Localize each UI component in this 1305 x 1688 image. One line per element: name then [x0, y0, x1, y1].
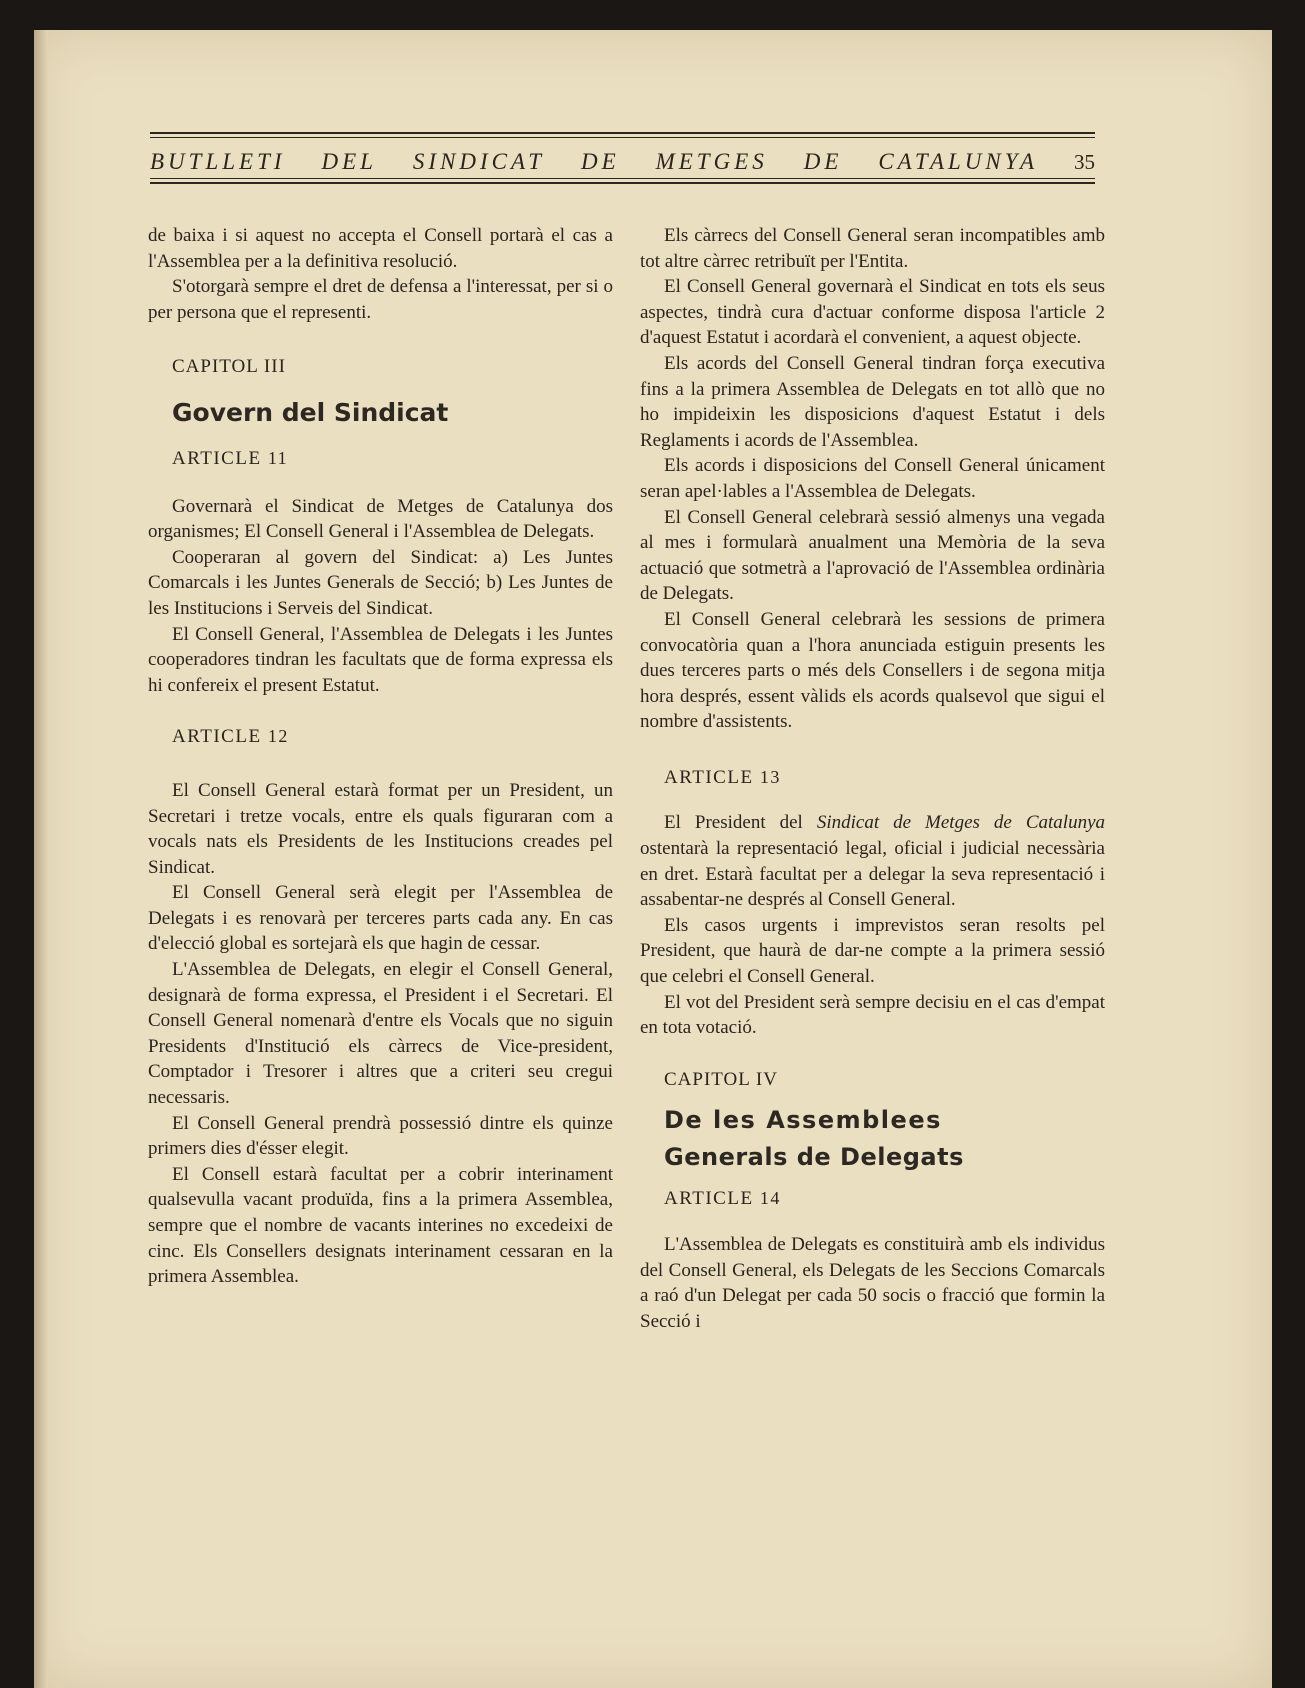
- running-title: [150, 149, 1095, 175]
- paragraph: de baixa i si aquest no accepta el Consell portarà el cas a l'Assemblea per a la definitiva resolució.: [148, 225, 613, 272]
- running-title-word: DE: [803, 149, 843, 174]
- running-title-word: SINDICAT: [412, 149, 546, 174]
- section-title: Govern del Sindicat: [172, 397, 449, 427]
- page-number: 35: [1073, 150, 1095, 174]
- paragraph: L'Assemblea de Delegats es constituirà amb els individus del Consell General, els Delegats de les Seccions Comarcals a raó d'un Delegat per cada 50 socis o fracció que formin la Secció i: [640, 1234, 1105, 1332]
- running-title-word: CATALUNYA: [878, 149, 1038, 174]
- article-number: 11: [267, 447, 289, 468]
- article-label: ARTICLE: [664, 766, 754, 788]
- paragraph: Governarà el Sindicat de Metges de Catalunya dos organismes; El Consell General i l'Assemblea de Delegats.: [148, 495, 613, 543]
- paragraph: El Consell General, l'Assemblea de Delegats i les Juntes cooperadores tindran les facultats que de forma expressa els hi confereix el present Estatut.: [148, 623, 613, 696]
- paragraph: El Consell General serà elegit per l'Assemblea de Delegats i es renovarà per terceres parts cada any. En cas d'elecció global es sortejarà els que hagin de cessar.: [148, 882, 613, 955]
- paragraph: Els casos urgents i imprevistos seran resolts pel President, que haurà de dar-ne compte a la primera sessió que celebri el Consell General.: [640, 914, 1105, 988]
- article-number: 14: [759, 1188, 781, 1209]
- paragraph: El vot del President serà sempre decisiu en el cas d'empat en tota votació.: [640, 991, 1105, 1039]
- paragraph: Els acords del Consell General tindran força executiva fins a la primera Assemblea de Delegats en tot allò que no ho impideixin les disposicions d'aquest Estatut i dels Reglaments i acords de l'Assemblea.: [640, 352, 1105, 451]
- paragraph: Els càrrecs del Consell General seran incompatibles amb tot altre càrrec retribuït per l'Entita.: [640, 225, 1105, 272]
- paragraph: Cooperaran al govern del Sindicat: a) Les Juntes Comarcals i les Juntes Generals de Secció; b) Les Juntes de les Institucions i Serveis del Sindicat.: [148, 546, 613, 619]
- article-label: ARTICLE: [172, 726, 262, 748]
- section-title: De les Assemblees: [664, 1106, 942, 1135]
- running-title-word: DEL: [321, 149, 377, 174]
- article-heading: [148, 446, 613, 472]
- header-top-rules: [150, 132, 1095, 141]
- paragraph: El Consell General celebrarà sessió almenys una vegada al mes i formularà anualment una Memòria de la seva actuació que sotmetrà a l'aprovació de l'Assemblea ordinària de Delegats.: [640, 506, 1105, 605]
- paragraph: [640, 810, 1105, 912]
- running-title-word: DE: [580, 149, 620, 174]
- text-run: El President del: [664, 812, 817, 834]
- paragraph: El Consell General celebrarà les sessions de primera convocatòria quan a l'hora anunciada estiguin presents les dues terceres parts o més dels Consellers i de segona mitja hora després, essent vàlids els acords qualsevol que sigui el nombre d'assistents.: [640, 608, 1105, 733]
- section-title: Generals de Delegats: [664, 1143, 964, 1172]
- paragraph: S'otorgarà sempre el dret de defensa a l'interessat, per si o per persona que el representi.: [148, 276, 613, 323]
- text-run: ostentarà la representació legal, oficial i judicial necessària en dret. Estarà facultat per a delegar la seva representació i assabentar-ne després al Consell General.: [640, 838, 1105, 911]
- article-number: 13: [759, 766, 781, 787]
- article-label: ARTICLE: [664, 1188, 754, 1210]
- running-title-word: METGES: [655, 149, 768, 174]
- article-number: 12: [267, 726, 289, 747]
- paragraph: El Consell General estarà format per un President, un Secretari i tretze vocals, entre els quals figuraran com a vocals nats els Presidents de les Institucions creades pel Sindicat.: [148, 779, 613, 878]
- paragraph: El Consell General governarà el Sindicat en tots els seus aspectes, tindrà cura d'actuar conforme disposa l'article 2 d'aquest Estatut i acordarà el convenient, a aquest objecte.: [640, 276, 1105, 349]
- running-header: [150, 132, 1095, 190]
- header-bottom-rules: [150, 178, 1095, 187]
- italic-title: Sindicat de Metges de Catalunya: [816, 812, 1106, 834]
- binding-gutter: [34, 30, 48, 1688]
- article-heading: [640, 765, 1105, 791]
- paragraph: El Consell estarà facultat per a cobrir interinament qualsevulla vacant produïda, fins a la primera Assemblea, sempre que el nombre de vacants interines no excedeixi de cinc. Els Consellers designats interinament cessaran en la primera Assemblea.: [148, 1163, 613, 1288]
- right-column: [640, 223, 1105, 1334]
- chapter-heading: CAPITOL IV: [664, 1068, 778, 1090]
- article-label: ARTICLE: [172, 447, 262, 469]
- paragraph: Els acords i disposicions del Consell General únicament seran apel·lables a l'Assemblea de Delegats.: [640, 455, 1105, 502]
- paragraph: L'Assemblea de Delegats, en elegir el Consell General, designarà de forma expressa, el President i el Secretari. El Consell General nomenarà d'entre els Vocals que no siguin Presidents d'Institució els càrrecs de Vice-president, Comptador i Tresorer i altres que a criteri seu cregui necessaris.: [148, 959, 613, 1109]
- paragraph: El Consell General prendrà possessió dintre els quinze primers dies d'ésser elegit.: [148, 1112, 613, 1160]
- left-column: [148, 223, 613, 1290]
- article-heading: [148, 724, 613, 750]
- chapter-heading: CAPITOL III: [172, 356, 286, 378]
- article-heading: [640, 1186, 1105, 1212]
- running-title-word: BUTLLETI: [150, 149, 286, 174]
